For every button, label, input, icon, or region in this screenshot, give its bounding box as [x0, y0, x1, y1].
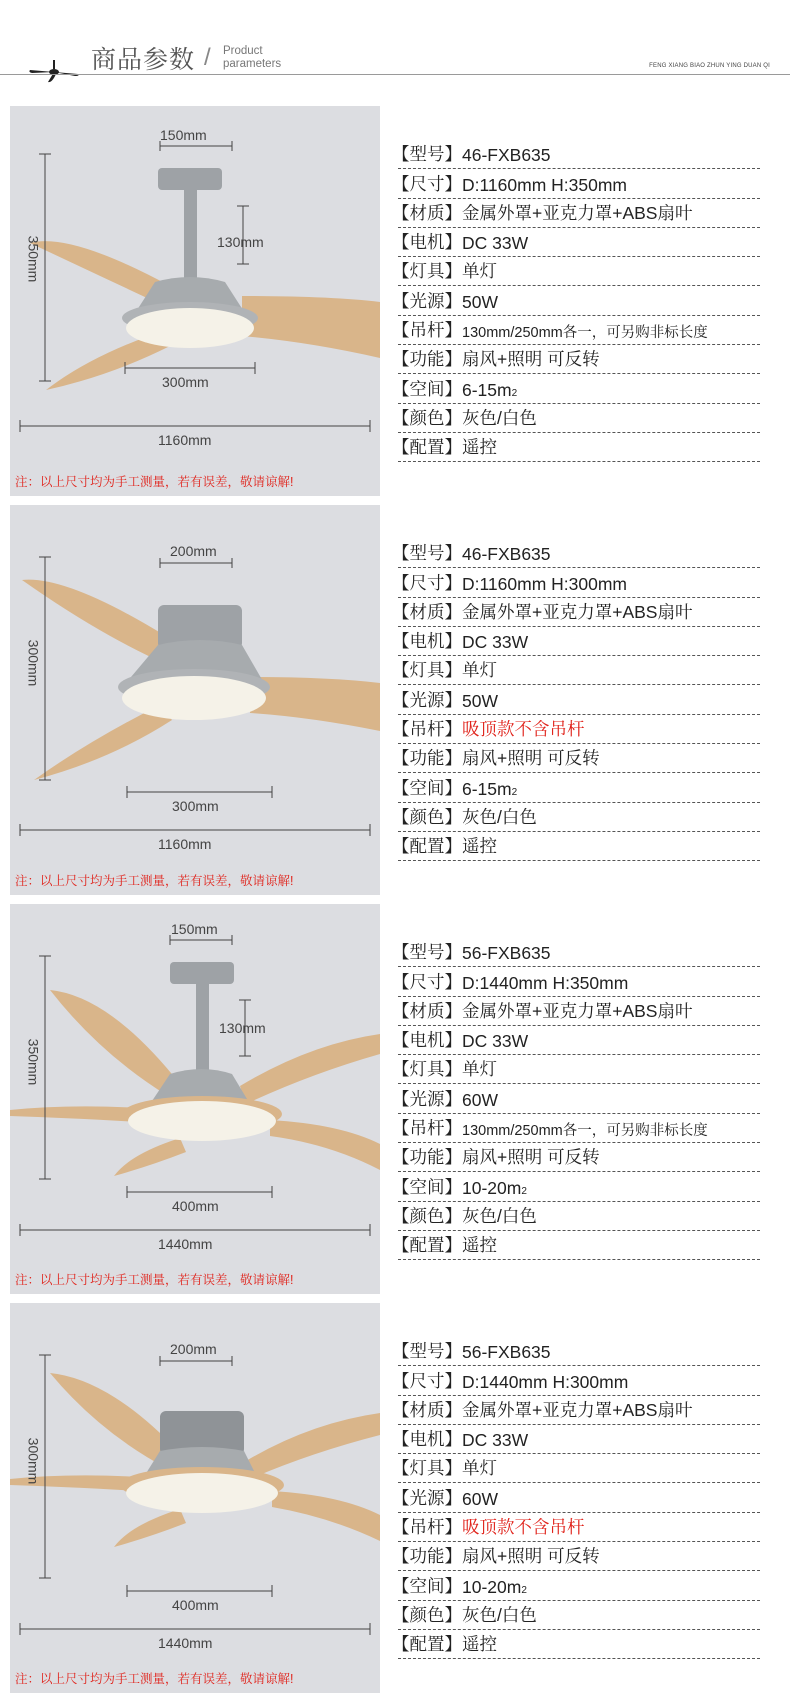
dim-width: 1440mm: [158, 1236, 213, 1252]
spec-size: 【尺寸】 D:1160mm H:300mm: [398, 568, 760, 597]
page-title: 商品参数: [91, 46, 196, 74]
spec-function: 【功能】 扇风+照明 可反转: [398, 1143, 760, 1172]
spec-motor: 【电机】 DC 33W: [398, 1425, 760, 1454]
spec-motor: 【电机】 DC 33W: [398, 228, 760, 257]
spec-light-source: 【光源】 60W: [398, 1084, 760, 1113]
dim-width: 1160mm: [158, 836, 212, 852]
spec-space: 【空间】 10-20m $^2$: [398, 1172, 760, 1201]
spec-space: 【空间】 6-15m $^2$: [398, 374, 760, 403]
spec-color: 【颜色】 灰色/白色: [398, 1202, 760, 1231]
brand-pinyin: FENG XIANG BIAO ZHUN YING DUAN QI: [649, 63, 770, 69]
spec-size: 【尺寸】 D:1440mm H:300mm: [398, 1366, 760, 1395]
dim-width: 1440mm: [158, 1635, 213, 1651]
product-image-2: [10, 505, 380, 895]
spec-rod: 【吊杆】 130mm/250mm各一，可另购非标长度: [398, 1114, 760, 1143]
spec-list-2: [392, 539, 760, 861]
spec-light-source: 【光源】 60W: [398, 1483, 760, 1512]
spec-space: 【空间】 10-20m $^2$: [398, 1571, 760, 1600]
spec-lamp: 【灯具】 单灯: [398, 257, 760, 286]
product-section-3: [0, 904, 790, 1296]
spec-model: 【型号】 56-FXB635: [398, 1337, 760, 1366]
dim-height: 350mm: [25, 1038, 42, 1086]
spec-color: 【颜色】 灰色/白色: [398, 1601, 760, 1630]
spec-list-3: [392, 938, 760, 1260]
dim-rod: 130mm: [217, 234, 264, 250]
spec-model: 【型号】 46-FXB635: [398, 140, 760, 169]
dim-top: 150mm: [171, 921, 218, 937]
spec-config: 【配置】 遥控: [398, 433, 760, 462]
spec-motor: 【电机】 DC 33W: [398, 627, 760, 656]
spec-rod: 【吊杆】 130mm/250mm各一，可另购非标长度: [398, 316, 760, 345]
spec-function: 【功能】 扇风+照明 可反转: [398, 345, 760, 374]
measurement-note: 注：以上尺寸均为手工测量，若有误差，敬请谅解!: [15, 874, 294, 888]
title-divider: /: [204, 44, 211, 71]
dim-bottom: 300mm: [172, 798, 219, 814]
spec-material: 【材质】 金属外罩+亚克力罩+ABS扇叶: [398, 1396, 760, 1425]
page-subtitle: [223, 45, 281, 71]
spec-size: 【尺寸】 D:1440mm H:350mm: [398, 967, 760, 996]
spec-lamp: 【灯具】 单灯: [398, 656, 760, 685]
spec-rod: 【吊杆】 吸顶款不含吊杆: [398, 715, 760, 744]
dim-top: 150mm: [160, 127, 207, 143]
spec-light-source: 【光源】 50W: [398, 685, 760, 714]
measurement-note: 注：以上尺寸均为手工测量，若有误差，敬请谅解!: [15, 1672, 294, 1686]
dim-height: 300mm: [25, 639, 42, 687]
dim-bottom: 300mm: [162, 374, 209, 390]
ceiling-fan-logo-icon: [28, 60, 80, 84]
product-section-1: [0, 106, 790, 498]
spec-model: 【型号】 46-FXB635: [398, 539, 760, 568]
spec-lamp: 【灯具】 单灯: [398, 1055, 760, 1084]
dim-rod: 130mm: [219, 1020, 266, 1036]
dim-width: 1160mm: [158, 432, 212, 448]
product-image-3: [10, 904, 380, 1294]
spec-config: 【配置】 遥控: [398, 1231, 760, 1260]
spec-size: 【尺寸】 D:1160mm H:350mm: [398, 169, 760, 198]
spec-color: 【颜色】 灰色/白色: [398, 803, 760, 832]
product-section-4: [0, 1303, 790, 1695]
spec-rod: 【吊杆】 吸顶款不含吊杆: [398, 1513, 760, 1542]
spec-config: 【配置】 遥控: [398, 1630, 760, 1659]
spec-model: 【型号】 56-FXB635: [398, 938, 760, 967]
subtitle-line-1: Product: [223, 45, 263, 57]
product-image-1: [10, 106, 380, 496]
spec-lamp: 【灯具】 单灯: [398, 1454, 760, 1483]
dim-top: 200mm: [170, 1341, 217, 1357]
spec-material: 【材质】 金属外罩+亚克力罩+ABS扇叶: [398, 199, 760, 228]
spec-material: 【材质】 金属外罩+亚克力罩+ABS扇叶: [398, 997, 760, 1026]
subtitle-line-2: parameters: [223, 58, 282, 70]
header-rule: [0, 74, 790, 75]
spec-function: 【功能】 扇风+照明 可反转: [398, 744, 760, 773]
dim-bottom: 400mm: [172, 1597, 219, 1613]
dim-height: 350mm: [25, 235, 42, 283]
dim-top: 200mm: [170, 543, 217, 559]
spec-motor: 【电机】 DC 33W: [398, 1026, 760, 1055]
measurement-note: 注：以上尺寸均为手工测量，若有误差，敬请谅解!: [15, 1273, 294, 1287]
spec-space: 【空间】 6-15m $^2$: [398, 773, 760, 802]
spec-list-1: [392, 140, 760, 462]
spec-list-4: [392, 1337, 760, 1659]
dim-bottom: 400mm: [172, 1198, 219, 1214]
spec-color: 【颜色】 灰色/白色: [398, 404, 760, 433]
measurement-note: 注：以上尺寸均为手工测量，若有误差，敬请谅解!: [15, 475, 294, 489]
spec-config: 【配置】 遥控: [398, 832, 760, 861]
spec-material: 【材质】 金属外罩+亚克力罩+ABS扇叶: [398, 598, 760, 627]
header: [0, 0, 790, 98]
dim-height: 300mm: [25, 1437, 42, 1485]
spec-light-source: 【光源】 50W: [398, 286, 760, 315]
product-section-2: [0, 505, 790, 897]
spec-function: 【功能】 扇风+照明 可反转: [398, 1542, 760, 1571]
product-image-4: [10, 1303, 380, 1693]
